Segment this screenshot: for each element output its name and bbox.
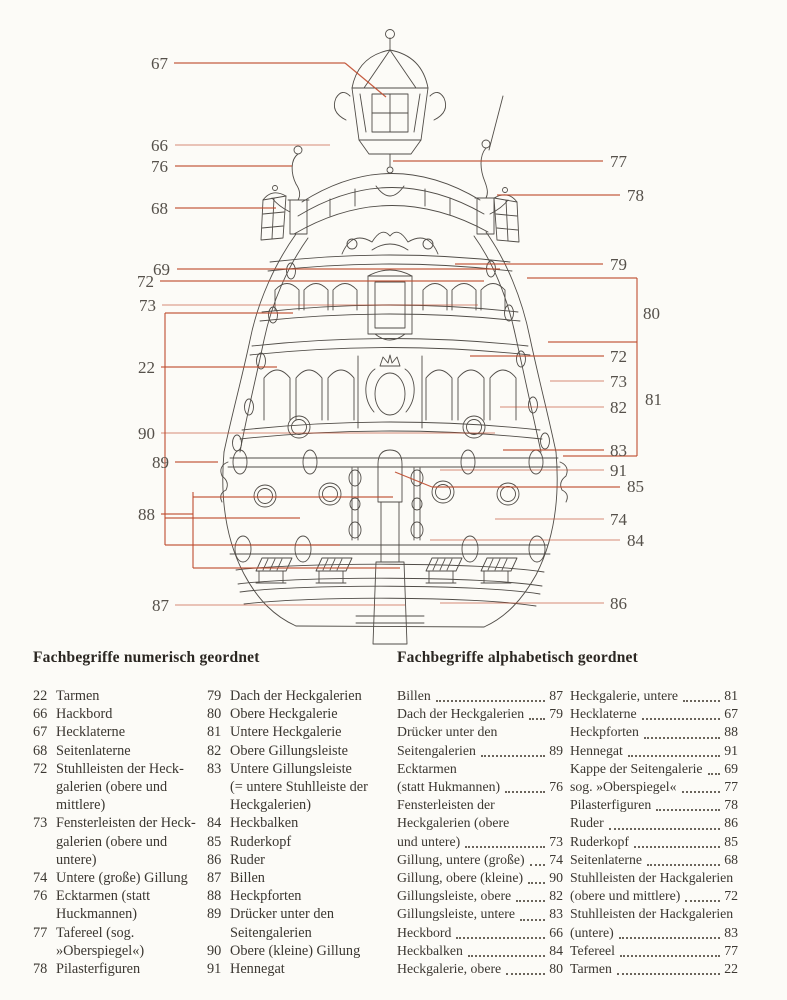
numeric-entry-line bbox=[207, 778, 379, 796]
entry-term: galerien (obere und bbox=[56, 833, 168, 850]
entry-number: 67 bbox=[724, 706, 738, 722]
entry-term: sog. »Oberspiegel« bbox=[570, 779, 677, 795]
dot-leader bbox=[530, 864, 546, 866]
entry-term: Tefereel bbox=[570, 942, 615, 958]
entry-term: (= untere Stuhlleiste der bbox=[230, 779, 368, 796]
numeric-entry-line bbox=[33, 760, 207, 778]
alpha-entry-line bbox=[570, 869, 738, 887]
dot-leader bbox=[465, 846, 545, 848]
entry-term: Fensterleisten der Heck- bbox=[56, 815, 196, 832]
entry-number: 89 bbox=[207, 906, 222, 923]
entry-number: 72 bbox=[724, 888, 738, 904]
dot-leader bbox=[682, 791, 721, 793]
dot-leader bbox=[529, 718, 545, 720]
dot-leader bbox=[520, 919, 545, 921]
dot-leader bbox=[685, 900, 720, 902]
entry-number: 83 bbox=[207, 760, 222, 777]
alpha-entry-line bbox=[570, 778, 738, 796]
alpha-entry-line bbox=[397, 833, 563, 851]
alphabetic-glossary-column-2 bbox=[570, 687, 738, 978]
entry-number: 86 bbox=[724, 815, 738, 831]
alpha-entry-line bbox=[397, 723, 563, 741]
entry-number: 87 bbox=[207, 870, 222, 887]
leader-line bbox=[345, 63, 386, 97]
dot-leader bbox=[647, 864, 720, 866]
alpha-entry-line bbox=[397, 960, 563, 978]
alpha-entry-line bbox=[570, 887, 738, 905]
entry-term: Obere (kleine) Gillung bbox=[230, 942, 361, 959]
callout-number: 81 bbox=[645, 390, 662, 409]
callout-number: 68 bbox=[151, 199, 168, 218]
alpha-entry-line bbox=[570, 814, 738, 832]
alpha-entry-line bbox=[397, 705, 563, 723]
callout-number: 82 bbox=[610, 398, 627, 417]
dot-leader bbox=[609, 828, 720, 830]
entry-term: Gillungsleiste, obere bbox=[397, 888, 512, 904]
numeric-entry-line bbox=[207, 905, 379, 923]
numeric-entry-line bbox=[33, 778, 207, 796]
entry-term: Pilasterfiguren bbox=[56, 961, 141, 978]
entry-number bbox=[33, 905, 56, 923]
numeric-entry-line bbox=[33, 887, 207, 905]
entry-term: »Oberspiegel«) bbox=[56, 942, 145, 959]
entry-number: 67 bbox=[33, 724, 48, 741]
alpha-entry-line bbox=[397, 942, 563, 960]
entry-number bbox=[33, 796, 56, 814]
alpha-entry-line bbox=[570, 796, 738, 814]
callout-number: 88 bbox=[138, 505, 155, 524]
numeric-entry-line bbox=[207, 942, 379, 960]
entry-term: Heckgalerien) bbox=[230, 797, 311, 814]
numeric-entry-line bbox=[33, 924, 207, 942]
entry-term: Heckgalerie, obere bbox=[397, 961, 502, 977]
numeric-glossary-column-2 bbox=[207, 687, 379, 978]
numeric-entry-line bbox=[33, 705, 207, 723]
entry-number: 81 bbox=[207, 724, 222, 741]
numeric-glossary-title: Fachbegriffe numerisch geordnet bbox=[33, 649, 260, 666]
numeric-glossary bbox=[33, 650, 381, 978]
dot-leader bbox=[628, 755, 720, 757]
callout-number: 72 bbox=[610, 347, 627, 366]
entry-number: 85 bbox=[724, 833, 738, 849]
alpha-entry-line bbox=[397, 851, 563, 869]
entry-term: Ecktarmen (statt bbox=[56, 888, 151, 905]
entry-number: 86 bbox=[207, 851, 222, 868]
callout-number: 74 bbox=[610, 510, 627, 529]
alpha-entry-line bbox=[570, 905, 738, 923]
dot-leader bbox=[642, 718, 721, 720]
entry-term: Seitenlaterne bbox=[56, 742, 131, 759]
entry-term: Obere Gillungsleiste bbox=[230, 742, 348, 759]
entry-number: 78 bbox=[724, 797, 738, 813]
callout-number: 90 bbox=[138, 424, 155, 443]
entry-term: Hennegat bbox=[230, 961, 285, 978]
entry-number bbox=[33, 942, 56, 960]
entry-term: und untere) bbox=[397, 833, 461, 849]
numeric-glossary-columns bbox=[33, 687, 381, 978]
alphabetic-glossary-title: Fachbegriffe alphabetisch geordnet bbox=[397, 649, 638, 666]
dot-leader bbox=[506, 973, 545, 975]
entry-term: Drücker unter den bbox=[397, 724, 498, 740]
numeric-entry-line bbox=[33, 814, 207, 832]
entry-number bbox=[33, 851, 56, 869]
entry-number: 88 bbox=[207, 888, 222, 905]
dot-leader bbox=[505, 791, 545, 793]
alpha-entry-line bbox=[397, 687, 563, 705]
entry-term: Heckgalerien (obere bbox=[397, 815, 510, 831]
alpha-entry-line bbox=[570, 760, 738, 778]
callout-number: 76 bbox=[151, 157, 168, 176]
entry-term: Ruder bbox=[570, 815, 604, 831]
dot-leader bbox=[619, 937, 721, 939]
entry-number bbox=[33, 833, 56, 851]
alpha-entry-line bbox=[397, 742, 563, 760]
entry-term: Dach der Heckgalerien bbox=[397, 706, 525, 722]
callout-number: 79 bbox=[610, 255, 627, 274]
numeric-entry-line bbox=[207, 723, 379, 741]
entry-number: 80 bbox=[207, 706, 222, 723]
entry-number: 90 bbox=[207, 942, 222, 959]
entry-number: 79 bbox=[207, 688, 222, 704]
entry-term: Heckgalerie, untere bbox=[570, 688, 679, 703]
entry-term: Tafereel (sog. bbox=[56, 924, 135, 941]
dot-leader bbox=[634, 846, 720, 848]
entry-number: 77 bbox=[724, 942, 738, 958]
alpha-entry-line bbox=[570, 851, 738, 869]
entry-number bbox=[207, 778, 230, 796]
entry-term: Heckpforten bbox=[570, 724, 639, 740]
dot-leader bbox=[617, 973, 720, 975]
numeric-entry-line bbox=[207, 924, 379, 942]
alpha-entry-line bbox=[570, 833, 738, 851]
callout-number: 77 bbox=[610, 152, 627, 171]
diagram-callouts bbox=[137, 54, 662, 615]
entry-term: Ecktarmen bbox=[397, 760, 457, 776]
alpha-entry-line bbox=[397, 778, 563, 796]
dot-leader bbox=[644, 737, 720, 739]
alpha-entry-line bbox=[397, 796, 563, 814]
entry-number: 69 bbox=[724, 760, 738, 776]
numeric-entry-line bbox=[207, 869, 379, 887]
numeric-entry-line bbox=[33, 960, 207, 978]
dot-leader bbox=[708, 773, 721, 775]
alpha-entry-line bbox=[570, 960, 738, 978]
entry-number: 82 bbox=[549, 888, 563, 904]
alphabetic-glossary-column-1 bbox=[397, 687, 563, 978]
alpha-entry-line bbox=[570, 723, 738, 741]
numeric-entry-line bbox=[207, 687, 379, 705]
alphabetic-glossary bbox=[397, 650, 765, 978]
callout-number: 67 bbox=[151, 54, 168, 73]
dot-leader bbox=[468, 955, 545, 957]
callout-number: 91 bbox=[610, 461, 627, 480]
entry-term: Stuhlleisten der Hackgalerien bbox=[570, 906, 734, 922]
entry-number: 78 bbox=[33, 961, 48, 978]
entry-term: galerien (obere und bbox=[56, 779, 168, 796]
entry-number: 72 bbox=[33, 760, 48, 777]
entry-number bbox=[207, 924, 230, 942]
alpha-entry-line bbox=[570, 924, 738, 942]
alpha-entry-line bbox=[397, 887, 563, 905]
entry-number: 79 bbox=[549, 706, 563, 722]
callout-number: 73 bbox=[610, 372, 627, 391]
entry-number: 74 bbox=[549, 851, 563, 867]
numeric-entry-line bbox=[33, 833, 207, 851]
alpha-entry-line bbox=[397, 869, 563, 887]
callout-number: 83 bbox=[610, 441, 627, 460]
callout-number: 78 bbox=[627, 186, 644, 205]
alpha-entry-line bbox=[397, 924, 563, 942]
callout-number: 69 bbox=[153, 260, 170, 279]
numeric-glossary-column-1 bbox=[33, 687, 207, 978]
entry-number: 84 bbox=[549, 942, 563, 958]
entry-term: (obere und mittlere) bbox=[570, 888, 681, 904]
numeric-entry-line bbox=[207, 814, 379, 832]
entry-number: 68 bbox=[33, 742, 48, 759]
entry-number: 90 bbox=[549, 870, 563, 886]
alpha-entry-line bbox=[570, 742, 738, 760]
entry-number: 66 bbox=[549, 924, 563, 940]
entry-term: (untere) bbox=[570, 924, 614, 940]
numeric-entry-line bbox=[33, 869, 207, 887]
entry-term: Heckbalken bbox=[397, 942, 463, 958]
entry-number: 91 bbox=[724, 742, 738, 758]
alpha-entry-line bbox=[570, 705, 738, 723]
entry-term: Heckbord bbox=[397, 924, 452, 940]
entry-number: 88 bbox=[724, 724, 738, 740]
numeric-entry-line bbox=[33, 942, 207, 960]
entry-term: Gillung, untere (große) bbox=[397, 851, 525, 867]
callout-number: 85 bbox=[627, 477, 644, 496]
numeric-entry-line bbox=[207, 760, 379, 778]
numeric-entry-line bbox=[33, 687, 207, 705]
numeric-entry-line bbox=[33, 796, 207, 814]
entry-term: Stuhlleisten der Heck- bbox=[56, 760, 184, 777]
entry-term: Hennegat bbox=[570, 742, 623, 758]
numeric-entry-line bbox=[207, 851, 379, 869]
dot-leader bbox=[481, 755, 545, 757]
numeric-entry-line bbox=[207, 705, 379, 723]
callout-number: 84 bbox=[627, 531, 644, 550]
numeric-entry-line bbox=[207, 960, 379, 978]
entry-number: 66 bbox=[33, 706, 48, 723]
entry-number: 91 bbox=[207, 961, 222, 978]
dot-leader bbox=[436, 700, 545, 702]
entry-term: Fensterleisten der bbox=[397, 797, 495, 813]
entry-number: 22 bbox=[724, 961, 738, 977]
entry-number: 89 bbox=[549, 742, 563, 758]
numeric-entry-line bbox=[207, 742, 379, 760]
entry-term: untere) bbox=[56, 851, 97, 868]
alpha-entry-line bbox=[397, 814, 563, 832]
entry-number: 73 bbox=[549, 833, 563, 849]
entry-number bbox=[33, 778, 56, 796]
entry-term: Tarmen bbox=[56, 688, 100, 704]
dot-leader bbox=[516, 900, 545, 902]
entry-term: Kappe der Seitengalerie bbox=[570, 760, 703, 776]
entry-number: 87 bbox=[549, 688, 563, 703]
alphabetic-glossary-columns bbox=[397, 687, 765, 978]
entry-term: Hackbord bbox=[56, 706, 113, 723]
callout-number: 80 bbox=[643, 304, 660, 323]
entry-term: Stuhlleisten der Hackgalerien bbox=[570, 870, 734, 886]
numeric-entry-line bbox=[33, 851, 207, 869]
entry-number: 82 bbox=[207, 742, 222, 759]
entry-number: 68 bbox=[724, 851, 738, 867]
entry-number: 83 bbox=[724, 924, 738, 940]
entry-term: Seitengalerien bbox=[230, 924, 312, 941]
entry-number: 74 bbox=[33, 870, 48, 887]
entry-term: Ruderkopf bbox=[570, 833, 630, 849]
dot-leader bbox=[456, 937, 545, 939]
entry-term: Ruderkopf bbox=[230, 833, 292, 850]
entry-term: Huckmannen) bbox=[56, 906, 137, 923]
entry-term: Seitengalerien bbox=[397, 742, 476, 758]
numeric-entry-line bbox=[207, 887, 379, 905]
dot-leader bbox=[683, 700, 720, 702]
entry-term: Seitenlaterne bbox=[570, 851, 643, 867]
callout-number: 86 bbox=[610, 594, 627, 613]
entry-term: Untere Heckgalerie bbox=[230, 724, 342, 741]
entry-term: mittlere) bbox=[56, 797, 106, 814]
entry-term: Untere (große) Gillung bbox=[56, 870, 188, 887]
entry-term: Pilasterfiguren bbox=[570, 797, 652, 813]
entry-term: Tarmen bbox=[570, 961, 612, 977]
entry-number: 85 bbox=[207, 833, 222, 850]
numeric-entry-line bbox=[207, 796, 379, 814]
entry-term: Hecklaterne bbox=[570, 706, 637, 722]
entry-number: 81 bbox=[724, 688, 738, 703]
entry-number: 77 bbox=[724, 779, 738, 795]
entry-term: Gillungsleiste, untere bbox=[397, 906, 516, 922]
numeric-entry-line bbox=[207, 833, 379, 851]
callout-number: 22 bbox=[138, 358, 155, 377]
entry-number: 22 bbox=[33, 688, 48, 704]
entry-term: Obere Heckgalerie bbox=[230, 706, 338, 723]
entry-number bbox=[207, 796, 230, 814]
entry-number: 76 bbox=[549, 779, 563, 795]
entry-number: 83 bbox=[549, 906, 563, 922]
entry-term: Billen bbox=[397, 688, 431, 703]
ship-stern-illustration bbox=[221, 30, 568, 645]
alpha-entry-line bbox=[570, 687, 738, 705]
entry-number: 73 bbox=[33, 815, 48, 832]
entry-number: 77 bbox=[33, 924, 48, 941]
entry-term: Hecklaterne bbox=[56, 724, 126, 741]
entry-term: Untere Gillungsleiste bbox=[230, 760, 352, 777]
alpha-entry-line bbox=[570, 942, 738, 960]
entry-term: Gillung, obere (kleine) bbox=[397, 870, 524, 886]
entry-term: Heckpforten bbox=[230, 888, 302, 905]
alpha-entry-line bbox=[397, 760, 563, 778]
entry-number: 80 bbox=[549, 961, 563, 977]
callout-number: 73 bbox=[139, 296, 156, 315]
entry-term: Billen bbox=[230, 870, 265, 887]
callout-number: 89 bbox=[152, 453, 169, 472]
entry-term: Ruder bbox=[230, 851, 265, 868]
entry-term: (statt Hukmannen) bbox=[397, 779, 501, 795]
dot-leader bbox=[620, 955, 720, 957]
numeric-entry-line bbox=[33, 905, 207, 923]
entry-term: Drücker unter den bbox=[230, 906, 335, 923]
callout-number: 72 bbox=[137, 272, 154, 291]
entry-number: 76 bbox=[33, 888, 48, 905]
dot-leader bbox=[528, 882, 545, 884]
alpha-entry-line bbox=[397, 905, 563, 923]
numeric-entry-line bbox=[33, 723, 207, 741]
numeric-entry-line bbox=[33, 742, 207, 760]
dot-leader bbox=[656, 809, 720, 811]
entry-number: 84 bbox=[207, 815, 222, 832]
entry-term: Heckbalken bbox=[230, 815, 299, 832]
entry-term: Dach der Heckgalerien bbox=[230, 688, 362, 704]
callout-number: 87 bbox=[152, 596, 169, 615]
callout-number: 66 bbox=[151, 136, 168, 155]
